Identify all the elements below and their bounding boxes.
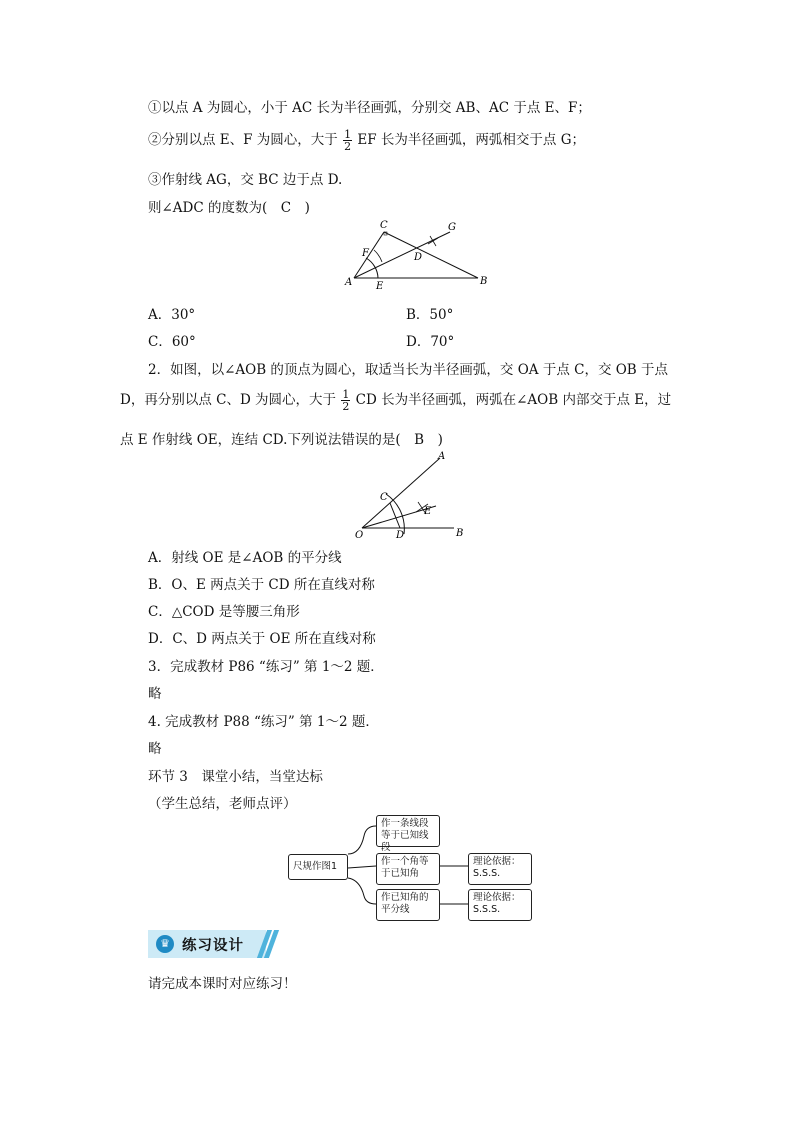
banner-title: 练习设计 (182, 938, 244, 954)
q1-option-d: D．70° (406, 334, 455, 350)
q2-line1: 2．如图，以∠AOB 的顶点为圆心，取适当长为半径画弧，交 OA 于点 C，交 OB 于点 (148, 362, 669, 378)
label-O: O (355, 530, 364, 541)
q1-question: 则∠ADC 的度数为( C ) (148, 200, 310, 216)
q1-step1: ①以点 A 为圆心，小于 AC 长为半径画弧，分别交 AB、AC 于点 E、F； (148, 100, 591, 116)
practice-banner (148, 930, 274, 958)
q1-option-c: C．60° (148, 334, 196, 350)
q2-line3: 点 E 作射线 OE，连结 CD.下列说法错误的是( B ) (120, 432, 443, 448)
label-C: C (380, 492, 388, 503)
q3-text: 3．完成教材 P86 “练习” 第 1～2 题． (148, 659, 384, 675)
q2-option-b: B．O、E 两点关于 CD 所在直线对称 (148, 577, 375, 593)
q4-answer: 略 (148, 741, 162, 757)
section3-note: （学生总结，老师点评） (148, 796, 297, 812)
section3-title: 环节 3 课堂小结，当堂达标 (148, 769, 323, 785)
concept-map-branch2: 作一个角等于已知角 (376, 853, 440, 885)
q2-option-a: A．射线 OE 是∠AOB 的平分线 (148, 550, 342, 566)
label-C: C (380, 220, 388, 231)
fraction-half: $\frac{1}{2}$ (344, 128, 352, 153)
label-E: E (424, 506, 432, 517)
q1-option-a: A．30° (148, 307, 196, 323)
label-F: F (362, 248, 369, 259)
q3-answer: 略 (148, 686, 162, 702)
label-B: B (480, 276, 488, 287)
q1-step2-pre: ②分别以点 E、F 为圆心，大于 (148, 132, 338, 148)
concept-map-root: 尺规作图1 (288, 854, 348, 880)
practice-text: 请完成本课时对应练习！ (148, 976, 297, 992)
fraction-half: $\frac{1}{2}$ (342, 388, 350, 413)
label-E: E (376, 281, 384, 292)
q4-text: 4. 完成教材 P88 “练习” 第 1～2 题． (148, 714, 379, 730)
q2-option-d: D．C、D 两点关于 OE 所在直线对称 (148, 631, 376, 647)
q1-step2-post: EF 长为半径画弧，两弧相交于点 G； (357, 132, 585, 148)
q2-line2-post: CD 长为半径画弧，两弧在∠AOB 内部交于点 E，过 (355, 392, 672, 408)
label-A: A (345, 277, 353, 288)
concept-map-branch3: 作已知角的平分线 (376, 889, 440, 921)
concept-map-branch1: 作一条线段等于已知线段 (376, 815, 440, 847)
label-D: D (396, 530, 405, 541)
q1-step3: ③作射线 AG，交 BC 边于点 D. (148, 172, 343, 188)
label-D: D (414, 252, 423, 263)
q1-option-b: B．50° (406, 307, 454, 323)
q2-option-c: C．△COD 是等腰三角形 (148, 604, 300, 620)
q2-line2-pre: D，再分别以点 C、D 为圆心，大于 (120, 392, 337, 408)
label-B: B (456, 528, 464, 539)
concept-map-basis3: 理论依据：S.S.S. (468, 889, 532, 921)
concept-map-basis2: 理论依据：S.S.S. (468, 853, 532, 885)
trophy-icon: ♛ (156, 935, 174, 953)
label-A: A (438, 451, 446, 462)
label-G: G (448, 222, 456, 233)
